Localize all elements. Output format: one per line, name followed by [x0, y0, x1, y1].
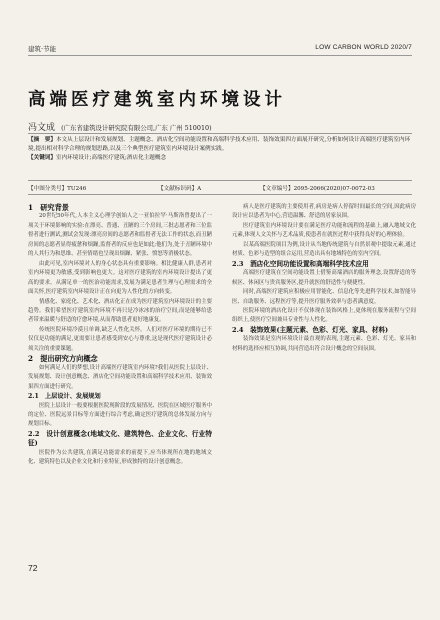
subsection-heading: 2.2 设计创意概念(地域文化、建筑特色、企业文化、行业特征)	[28, 429, 212, 448]
page-number: 72	[28, 563, 38, 573]
paragraph: 装饰效果是室内环境设计最直观的表现,主题元素、色彩、灯光、家具和材料的选择应相互协调,共同营造出符合设计概念的空间氛围。	[232, 336, 416, 352]
section-heading: 1 研究背景	[28, 203, 69, 212]
paragraph: 情感化、家庭化、艺术化、酒店化正在成为医疗建筑室内环境设计的主要趋势。我们希望医疗建筑室内环境不再只是冷冰冰的治疗空间,而是能够给患者带来温暖与舒适的疗愈环境,从而帮助患者更好地康复。	[28, 298, 212, 324]
section-heading: 2 提出研究方向概念	[28, 354, 98, 364]
header-rule	[28, 55, 412, 56]
body-column-left	[28, 203, 212, 578]
subsection-heading: 2.3 酒店化空间功能设置和高端科学技术应用	[232, 259, 369, 268]
doc-code: 【文献标识码】A	[158, 186, 202, 192]
paragraph: 高端医疗建筑在空间功能设置上借鉴高端酒店的服务理念,设置舒适的等候区、休闲区与贵宾服务区,提升就医的舒适性与便捷性。	[232, 270, 416, 286]
keywords-label: 【关键词】	[28, 155, 56, 162]
paragraph: 传统医院环境冷漠且单调,缺乏人性化关怀。人们对医疗环境的期待已不仅仅是功能的满足,更需要让患者感受到安心与尊重,这是现代医疗建筑设计必须关注的重要课题。	[28, 326, 212, 352]
author-affiliation: (广东省建筑设计研究院有限公司,广东 广州 510010)	[61, 124, 212, 132]
paragraph: 医院环境的酒店化设计不仅体现在装饰风格上,更体现在服务流程与空间组织上,使医疗空间兼具专业性与人性化。	[232, 307, 416, 324]
paragraph: 20世纪50年代,人本主义心理学创始人之一亚伯拉罕·马斯洛曾提出了一项关于环境影响的实验:在漂亮、普通、丑陋的三个房间,三批志愿者和三位监督者进行测试,测试会发现:漂亮房间的志愿者和监督者无法工作的状态,而丑陋房间的志愿者显得疲惫和烦躁,监督者的反应也是如此;他们为,处于丑陋环境中的人其行为和思维、甚至情绪也呈现出烦躁、紧张、愤怒等消极状态。	[28, 213, 212, 258]
paragraph: 由此可见,室内环境对人的身心状态具有重要影响。相比健康人群,患者对室内环境更为敏感,受到影响也更大。这对医疗建筑的室内环境设计提出了更高的要求。从满足单一的医治功能需求,发展为满足患者生理与心理需求的全面关怀,医疗建筑室内环境设计正在向更为人性化的方向转变。	[28, 260, 212, 296]
author-name: 冯文成	[28, 123, 56, 133]
running-header	[28, 44, 412, 58]
paragraph: 以某高端医院项目为例,设计从当地传统建筑与自然景观中提取元素,通过材质、色彩与造型的组合运用,营造出具有地域特色的室内空间。	[232, 241, 416, 258]
section-label: 建筑·节能	[28, 45, 57, 53]
keywords	[28, 154, 412, 163]
body-column-right	[232, 203, 416, 578]
article-number: 【文章编号】2095-2066(2020)07-0072-03	[260, 186, 375, 192]
byline	[28, 120, 412, 133]
clc-code: 【中图分类号】TU246	[28, 186, 87, 192]
paragraph: 同时,高端医疗建筑应积极应用智能化、信息化等先进科学技术,如智能导医、自助服务、远程医疗等,提升医疗服务效率与患者满意度。	[232, 289, 416, 305]
article-title: 高端医疗建筑室内环境设计	[28, 90, 286, 110]
journal-label: LOW CARBON WORLD 2020/7	[315, 44, 412, 51]
paragraph: 病人是医疗建筑的主要使用者,病房是病人停留时间最长的空间,因此病房设计应以患者为中心,营造温馨、舒适的居家氛围。	[232, 204, 416, 220]
abstract-text: 本文从上层设计和发展规划、主题概念、酒店化空间功能设置和高端科学技术应用、装饰效果四方面展开研究,分析如何设计高端医疗建筑室内环境,提出相对科学合理的规划思路,以及三个典型医疗建筑室内环境设计案例实践。	[28, 137, 411, 153]
classification-line	[28, 183, 412, 195]
keywords-text: 室内环境设计;高端医疗建筑;酒店化主题概念	[55, 155, 167, 162]
abstract-label: 【摘 要】	[28, 137, 56, 143]
subsection-heading: 2.1 上层设计、发展规划	[28, 393, 101, 401]
paragraph: 医院上层设计一般要根据医院现阶段的发展情况、医院在区域医疗服务中的定位、医院远景目标等方面进行综合考虑,确定医疗建筑的总体发展方向与规划目标。	[28, 402, 212, 428]
paragraph: 医院作为公共建筑,在满足功能需求的前提下,应当体现所在地的地域文化、建筑特色以及企业文化和行业特征,形成独特的设计创意概念。	[28, 449, 212, 466]
abstract	[28, 136, 412, 154]
paragraph: 医疗建筑室内环境设计要在满足医疗功能和流程的基础上,融入地域文化元素,体现人文关怀与艺术品质,使患者在就医过程中获得良好的心理体验。	[232, 222, 416, 239]
paragraph: 如何满足人们的梦想,设计高端医疗建筑室内环境?我们从医院上层设计、发展规划、设计创意概念、酒店化空间功能设置和高端科学技术应用、装饰效果四方面进行研究。	[28, 364, 212, 390]
subsection-heading: 2.4 装饰效果(主题元素、色彩、灯光、家具、材料)	[232, 325, 389, 334]
abstract-box	[28, 133, 412, 181]
